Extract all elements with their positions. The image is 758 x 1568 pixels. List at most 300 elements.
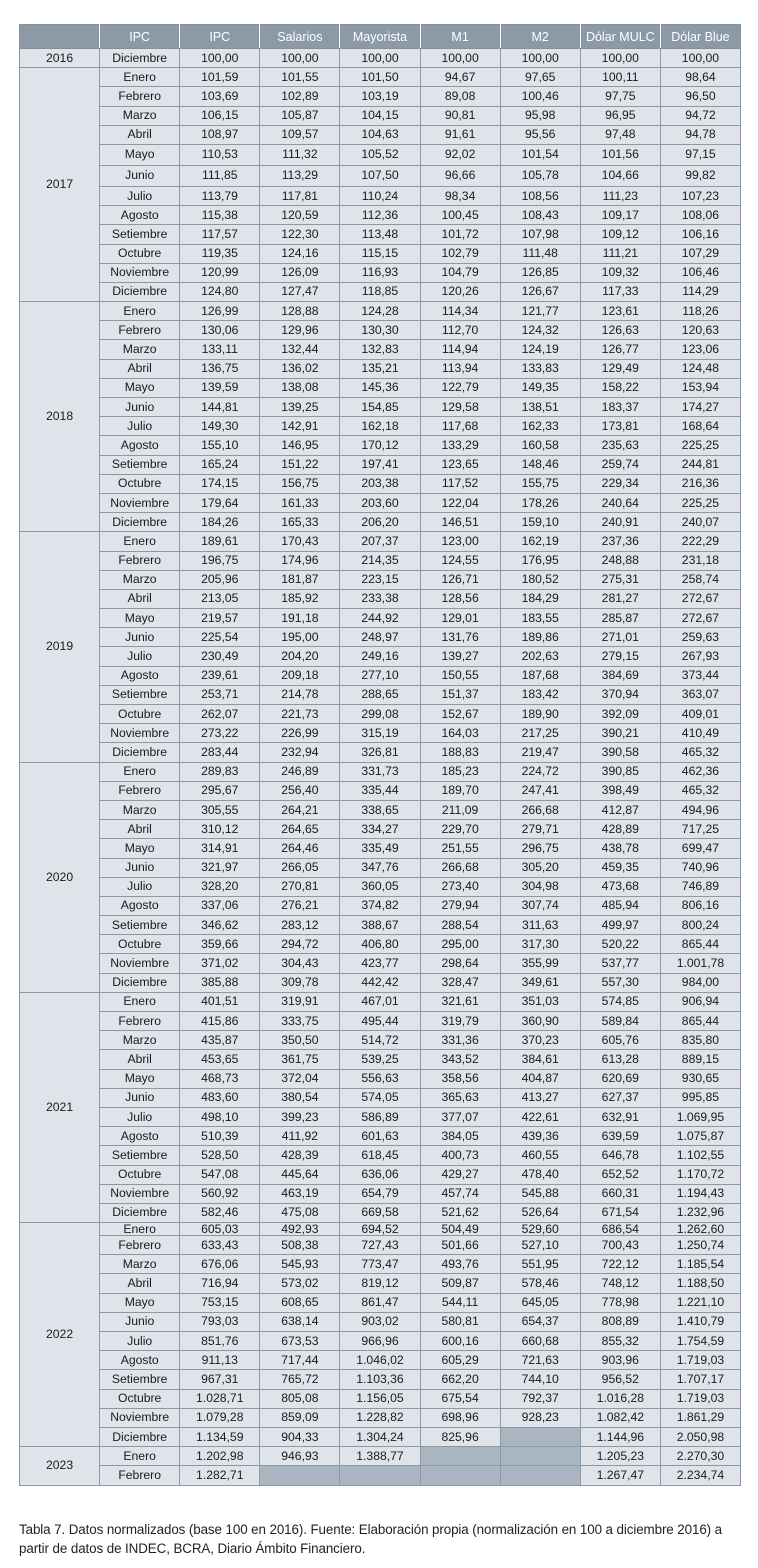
table-row xyxy=(20,1332,741,1351)
value-cell: 412,87 xyxy=(580,800,660,819)
value-cell: 544,11 xyxy=(420,1293,500,1312)
value-cell: 716,94 xyxy=(180,1274,260,1293)
value-cell: 124,80 xyxy=(180,282,260,301)
value-cell: 331,73 xyxy=(340,762,420,781)
value-cell: 373,44 xyxy=(660,666,740,685)
value-cell: 346,62 xyxy=(180,916,260,935)
table-row xyxy=(20,820,741,839)
table-row xyxy=(20,1255,741,1274)
value-cell: 527,10 xyxy=(500,1236,580,1255)
value-cell: 132,83 xyxy=(340,340,420,359)
value-cell: 363,07 xyxy=(660,685,740,704)
value-cell: 1.205,23 xyxy=(580,1447,660,1466)
value-cell: 283,44 xyxy=(180,743,260,762)
value-cell: 380,54 xyxy=(260,1088,340,1107)
value-cell: 411,92 xyxy=(260,1127,340,1146)
value-cell: 109,17 xyxy=(580,206,660,225)
value-cell: 129,96 xyxy=(260,321,340,340)
month-cell: Agosto xyxy=(100,1351,180,1370)
value-cell: 183,37 xyxy=(580,398,660,417)
value-cell: 545,88 xyxy=(500,1184,580,1203)
month-cell: Diciembre xyxy=(100,973,180,992)
table-row xyxy=(20,992,741,1011)
table-row xyxy=(20,685,741,704)
value-cell: 184,26 xyxy=(180,513,260,532)
value-cell: 247,41 xyxy=(500,781,580,800)
value-cell: 264,21 xyxy=(260,800,340,819)
value-cell: 281,27 xyxy=(580,589,660,608)
value-cell: 105,87 xyxy=(260,106,340,125)
value-cell: 162,19 xyxy=(500,532,580,551)
value-cell: 1.134,59 xyxy=(180,1427,260,1446)
value-cell: 335,44 xyxy=(340,781,420,800)
value-cell: 213,05 xyxy=(180,589,260,608)
value-cell: 145,36 xyxy=(340,378,420,397)
value-cell: 123,00 xyxy=(420,532,500,551)
value-cell: 578,46 xyxy=(500,1274,580,1293)
value-cell: 401,51 xyxy=(180,992,260,1011)
value-cell: 338,65 xyxy=(340,800,420,819)
value-cell: 159,10 xyxy=(500,513,580,532)
month-cell: Setiembre xyxy=(100,1146,180,1165)
value-cell: 335,49 xyxy=(340,839,420,858)
value-cell: 457,74 xyxy=(420,1184,500,1203)
table-row xyxy=(20,551,741,570)
month-cell: Junio xyxy=(100,165,180,186)
month-cell: Junio xyxy=(100,398,180,417)
value-cell: 2.234,74 xyxy=(660,1466,740,1485)
value-cell: 422,61 xyxy=(500,1107,580,1126)
value-cell: 904,33 xyxy=(260,1427,340,1446)
value-cell: 136,75 xyxy=(180,359,260,378)
value-cell: 605,29 xyxy=(420,1351,500,1370)
value-cell: 162,18 xyxy=(340,417,420,436)
value-cell: 1.282,71 xyxy=(180,1466,260,1485)
value-cell: 128,56 xyxy=(420,589,500,608)
header-ipc: IPC xyxy=(180,25,260,49)
value-cell: 753,15 xyxy=(180,1293,260,1312)
table-row xyxy=(20,839,741,858)
value-cell: 605,76 xyxy=(580,1031,660,1050)
value-cell: 272,67 xyxy=(660,609,740,628)
value-cell: 808,89 xyxy=(580,1312,660,1331)
value-cell: 304,98 xyxy=(500,877,580,896)
value-cell: 861,47 xyxy=(340,1293,420,1312)
empty-cell xyxy=(340,1466,420,1485)
table-row xyxy=(20,206,741,225)
value-cell: 232,94 xyxy=(260,743,340,762)
value-cell: 995,85 xyxy=(660,1088,740,1107)
value-cell: 122,30 xyxy=(260,225,340,244)
value-cell: 727,43 xyxy=(340,1236,420,1255)
value-cell: 246,89 xyxy=(260,762,340,781)
month-cell: Enero xyxy=(100,992,180,1011)
value-cell: 404,87 xyxy=(500,1069,580,1088)
value-cell: 101,55 xyxy=(260,68,340,87)
value-cell: 126,99 xyxy=(180,302,260,321)
value-cell: 120,99 xyxy=(180,263,260,282)
value-cell: 700,43 xyxy=(580,1236,660,1255)
month-cell: Julio xyxy=(100,186,180,205)
value-cell: 400,73 xyxy=(420,1146,500,1165)
value-cell: 233,38 xyxy=(340,589,420,608)
value-cell: 1.170,72 xyxy=(660,1165,740,1184)
month-cell: Setiembre xyxy=(100,225,180,244)
value-cell: 521,62 xyxy=(420,1203,500,1222)
value-cell: 493,76 xyxy=(420,1255,500,1274)
value-cell: 123,65 xyxy=(420,455,500,474)
value-cell: 130,30 xyxy=(340,321,420,340)
value-cell: 102,79 xyxy=(420,244,500,263)
value-cell: 113,29 xyxy=(260,165,340,186)
value-cell: 671,54 xyxy=(580,1203,660,1222)
value-cell: 589,84 xyxy=(580,1012,660,1031)
value-cell: 467,01 xyxy=(340,992,420,1011)
value-cell: 165,33 xyxy=(260,513,340,532)
value-cell: 435,87 xyxy=(180,1031,260,1050)
value-cell: 214,78 xyxy=(260,685,340,704)
value-cell: 601,63 xyxy=(340,1127,420,1146)
value-cell: 97,15 xyxy=(660,144,740,165)
value-cell: 504,49 xyxy=(420,1223,500,1236)
value-cell: 106,46 xyxy=(660,263,740,282)
value-cell: 113,79 xyxy=(180,186,260,205)
month-cell: Julio xyxy=(100,1107,180,1126)
table-row xyxy=(20,513,741,532)
year-cell: 2022 xyxy=(20,1223,100,1447)
month-cell: Noviembre xyxy=(100,954,180,973)
value-cell: 152,67 xyxy=(420,705,500,724)
value-cell: 259,63 xyxy=(660,628,740,647)
empty-cell xyxy=(500,1466,580,1485)
value-cell: 966,96 xyxy=(340,1332,420,1351)
value-cell: 240,07 xyxy=(660,513,740,532)
value-cell: 95,56 xyxy=(500,125,580,144)
value-cell: 114,94 xyxy=(420,340,500,359)
value-cell: 501,66 xyxy=(420,1236,500,1255)
table-row xyxy=(20,1274,741,1293)
value-cell: 835,80 xyxy=(660,1031,740,1050)
value-cell: 104,66 xyxy=(580,165,660,186)
value-cell: 107,50 xyxy=(340,165,420,186)
month-cell: Abril xyxy=(100,820,180,839)
value-cell: 398,49 xyxy=(580,781,660,800)
value-cell: 101,72 xyxy=(420,225,500,244)
value-cell: 465,32 xyxy=(660,781,740,800)
value-cell: 179,64 xyxy=(180,493,260,512)
table-row xyxy=(20,49,741,68)
header-m1: M1 xyxy=(420,25,500,49)
value-cell: 138,51 xyxy=(500,398,580,417)
value-cell: 97,48 xyxy=(580,125,660,144)
value-cell: 537,77 xyxy=(580,954,660,973)
value-cell: 158,22 xyxy=(580,378,660,397)
value-cell: 114,34 xyxy=(420,302,500,321)
value-cell: 138,08 xyxy=(260,378,340,397)
table-row xyxy=(20,1447,741,1466)
value-cell: 520,22 xyxy=(580,935,660,954)
value-cell: 2.270,30 xyxy=(660,1447,740,1466)
value-cell: 117,52 xyxy=(420,474,500,493)
table-row xyxy=(20,474,741,493)
value-cell: 299,08 xyxy=(340,705,420,724)
value-cell: 654,37 xyxy=(500,1312,580,1331)
table-row xyxy=(20,647,741,666)
value-cell: 1.156,05 xyxy=(340,1389,420,1408)
value-cell: 825,96 xyxy=(420,1427,500,1446)
value-cell: 108,56 xyxy=(500,186,580,205)
table-row xyxy=(20,106,741,125)
value-cell: 139,25 xyxy=(260,398,340,417)
table-row xyxy=(20,724,741,743)
value-cell: 103,69 xyxy=(180,87,260,106)
month-cell: Setiembre xyxy=(100,916,180,935)
value-cell: 151,37 xyxy=(420,685,500,704)
value-cell: 298,64 xyxy=(420,954,500,973)
value-cell: 1.075,87 xyxy=(660,1127,740,1146)
month-cell: Junio xyxy=(100,858,180,877)
value-cell: 334,27 xyxy=(340,820,420,839)
value-cell: 800,24 xyxy=(660,916,740,935)
value-cell: 384,61 xyxy=(500,1050,580,1069)
value-cell: 1.228,82 xyxy=(340,1408,420,1427)
value-cell: 722,12 xyxy=(580,1255,660,1274)
table-row xyxy=(20,436,741,455)
value-cell: 197,41 xyxy=(340,455,420,474)
table-caption: Tabla 7. Datos normalizados (base 100 en 2016). Fuente: Elaboración propia (normalización en 100 a diciembre 2016) a partir de datos de INDEC, BCRA, Diario Ámbito Financiero. xyxy=(19,1522,722,1556)
value-cell: 773,47 xyxy=(340,1255,420,1274)
table-row xyxy=(20,1370,741,1389)
value-cell: 148,46 xyxy=(500,455,580,474)
value-cell: 586,89 xyxy=(340,1107,420,1126)
value-cell: 331,36 xyxy=(420,1031,500,1050)
table-row xyxy=(20,302,741,321)
value-cell: 126,67 xyxy=(500,282,580,301)
table-row xyxy=(20,896,741,915)
value-cell: 289,83 xyxy=(180,762,260,781)
value-cell: 859,09 xyxy=(260,1408,340,1427)
table-row xyxy=(20,1203,741,1222)
table-row xyxy=(20,935,741,954)
value-cell: 279,15 xyxy=(580,647,660,666)
month-cell: Enero xyxy=(100,1223,180,1236)
value-cell: 128,88 xyxy=(260,302,340,321)
table-row xyxy=(20,973,741,992)
table-row xyxy=(20,417,741,436)
value-cell: 442,42 xyxy=(340,973,420,992)
value-cell: 181,87 xyxy=(260,570,340,589)
table-row xyxy=(20,87,741,106)
value-cell: 851,76 xyxy=(180,1332,260,1351)
year-cell: 2023 xyxy=(20,1447,100,1485)
value-cell: 307,74 xyxy=(500,896,580,915)
value-cell: 178,26 xyxy=(500,493,580,512)
value-cell: 111,85 xyxy=(180,165,260,186)
month-cell: Marzo xyxy=(100,800,180,819)
table-row xyxy=(20,340,741,359)
value-cell: 358,56 xyxy=(420,1069,500,1088)
value-cell: 229,34 xyxy=(580,474,660,493)
month-cell: Diciembre xyxy=(100,282,180,301)
value-cell: 124,28 xyxy=(340,302,420,321)
value-cell: 406,80 xyxy=(340,935,420,954)
value-cell: 94,78 xyxy=(660,125,740,144)
value-cell: 253,71 xyxy=(180,685,260,704)
value-cell: 721,63 xyxy=(500,1351,580,1370)
value-cell: 468,73 xyxy=(180,1069,260,1088)
value-cell: 288,65 xyxy=(340,685,420,704)
value-cell: 133,11 xyxy=(180,340,260,359)
value-cell: 109,32 xyxy=(580,263,660,282)
value-cell: 305,20 xyxy=(500,858,580,877)
table-row xyxy=(20,1293,741,1312)
value-cell: 109,57 xyxy=(260,125,340,144)
value-cell: 676,06 xyxy=(180,1255,260,1274)
value-cell: 142,91 xyxy=(260,417,340,436)
month-cell: Noviembre xyxy=(100,263,180,282)
value-cell: 230,49 xyxy=(180,647,260,666)
value-cell: 374,82 xyxy=(340,896,420,915)
table-row xyxy=(20,1223,741,1236)
month-cell: Diciembre xyxy=(100,1427,180,1446)
value-cell: 248,88 xyxy=(580,551,660,570)
value-cell: 110,24 xyxy=(340,186,420,205)
value-cell: 1.267,47 xyxy=(580,1466,660,1485)
value-cell: 698,96 xyxy=(420,1408,500,1427)
value-cell: 855,32 xyxy=(580,1332,660,1351)
value-cell: 204,20 xyxy=(260,647,340,666)
value-cell: 107,23 xyxy=(660,186,740,205)
value-cell: 371,02 xyxy=(180,954,260,973)
value-cell: 170,12 xyxy=(340,436,420,455)
value-cell: 176,95 xyxy=(500,551,580,570)
value-cell: 100,00 xyxy=(580,49,660,68)
value-cell: 390,85 xyxy=(580,762,660,781)
value-cell: 191,18 xyxy=(260,609,340,628)
table-row xyxy=(20,1107,741,1126)
table-row xyxy=(20,800,741,819)
value-cell: 92,02 xyxy=(420,144,500,165)
value-cell: 266,68 xyxy=(500,800,580,819)
month-cell: Febrero xyxy=(100,87,180,106)
table-row xyxy=(20,609,741,628)
value-cell: 319,91 xyxy=(260,992,340,1011)
value-cell: 266,68 xyxy=(420,858,500,877)
year-cell: 2020 xyxy=(20,762,100,992)
value-cell: 314,91 xyxy=(180,839,260,858)
value-cell: 115,15 xyxy=(340,244,420,263)
month-cell: Julio xyxy=(100,417,180,436)
value-cell: 258,74 xyxy=(660,570,740,589)
value-cell: 111,23 xyxy=(580,186,660,205)
table-row xyxy=(20,244,741,263)
value-cell: 333,75 xyxy=(260,1012,340,1031)
table-row xyxy=(20,144,741,165)
month-cell: Agosto xyxy=(100,666,180,685)
value-cell: 806,16 xyxy=(660,896,740,915)
value-cell: 108,97 xyxy=(180,125,260,144)
value-cell: 765,72 xyxy=(260,1370,340,1389)
value-cell: 120,26 xyxy=(420,282,500,301)
value-cell: 103,19 xyxy=(340,87,420,106)
value-cell: 174,15 xyxy=(180,474,260,493)
month-cell: Noviembre xyxy=(100,1184,180,1203)
value-cell: 162,33 xyxy=(500,417,580,436)
table-row xyxy=(20,1312,741,1331)
value-cell: 132,44 xyxy=(260,340,340,359)
value-cell: 748,12 xyxy=(580,1274,660,1293)
month-cell: Enero xyxy=(100,762,180,781)
value-cell: 632,91 xyxy=(580,1107,660,1126)
value-cell: 460,55 xyxy=(500,1146,580,1165)
table-row xyxy=(20,493,741,512)
value-cell: 105,52 xyxy=(340,144,420,165)
value-cell: 126,85 xyxy=(500,263,580,282)
value-cell: 717,44 xyxy=(260,1351,340,1370)
value-cell: 235,63 xyxy=(580,436,660,455)
table-row xyxy=(20,378,741,397)
value-cell: 161,33 xyxy=(260,493,340,512)
value-cell: 639,59 xyxy=(580,1127,660,1146)
month-cell: Febrero xyxy=(100,1236,180,1255)
value-cell: 370,23 xyxy=(500,1031,580,1050)
value-cell: 620,69 xyxy=(580,1069,660,1088)
month-cell: Diciembre xyxy=(100,49,180,68)
table-row xyxy=(20,282,741,301)
value-cell: 111,48 xyxy=(500,244,580,263)
value-cell: 654,79 xyxy=(340,1184,420,1203)
value-cell: 903,02 xyxy=(340,1312,420,1331)
value-cell: 911,13 xyxy=(180,1351,260,1370)
value-cell: 121,77 xyxy=(500,302,580,321)
value-cell: 165,24 xyxy=(180,455,260,474)
value-cell: 304,43 xyxy=(260,954,340,973)
value-cell: 249,16 xyxy=(340,647,420,666)
value-cell: 1.410,79 xyxy=(660,1312,740,1331)
value-cell: 694,52 xyxy=(340,1223,420,1236)
value-cell: 717,25 xyxy=(660,820,740,839)
month-cell: Noviembre xyxy=(100,493,180,512)
value-cell: 605,03 xyxy=(180,1223,260,1236)
value-cell: 126,63 xyxy=(580,321,660,340)
value-cell: 189,61 xyxy=(180,532,260,551)
value-cell: 244,81 xyxy=(660,455,740,474)
value-cell: 150,55 xyxy=(420,666,500,685)
normalized-data-table xyxy=(19,24,741,1486)
month-cell: Octubre xyxy=(100,935,180,954)
value-cell: 675,54 xyxy=(420,1389,500,1408)
value-cell: 633,43 xyxy=(180,1236,260,1255)
value-cell: 359,66 xyxy=(180,935,260,954)
value-cell: 118,85 xyxy=(340,282,420,301)
table-row xyxy=(20,359,741,378)
value-cell: 117,81 xyxy=(260,186,340,205)
table-row xyxy=(20,916,741,935)
value-cell: 89,08 xyxy=(420,87,500,106)
value-cell: 94,67 xyxy=(420,68,500,87)
month-cell: Mayo xyxy=(100,144,180,165)
value-cell: 144,81 xyxy=(180,398,260,417)
header-blank xyxy=(20,25,100,49)
value-cell: 903,96 xyxy=(580,1351,660,1370)
value-cell: 865,44 xyxy=(660,935,740,954)
value-cell: 224,72 xyxy=(500,762,580,781)
table-row xyxy=(20,570,741,589)
value-cell: 95,98 xyxy=(500,106,580,125)
value-cell: 168,64 xyxy=(660,417,740,436)
value-cell: 321,61 xyxy=(420,992,500,1011)
value-cell: 99,82 xyxy=(660,165,740,186)
